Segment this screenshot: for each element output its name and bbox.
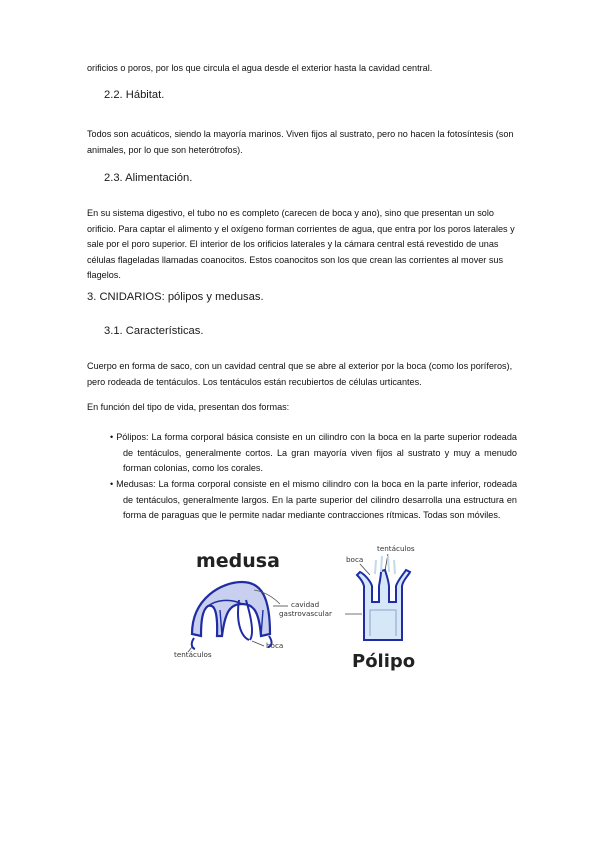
heading-alimentacion: 2.3. Alimentación. [104,172,193,184]
label-tentaculos-left: tentáculos [174,650,212,659]
leader-boca-left [252,641,264,646]
polipo-title: Pólipo [352,651,416,672]
bullet-polipos-text: Pólipos: La forma corporal básica consiste en un cilindro con la boca en la parte superior rodeada de tentáculos, generalmente cortos. La gran mayoría viven fijos al sustrato y muy a menudo forman colonias, como los corales. [116,432,517,474]
label-cavidad: cavidad [291,600,320,609]
heading-caracteristicas: 3.1. Características. [104,325,204,337]
bullet-medusas-text: Medusas: La forma corporal consiste en el mismo cilindro con la boca en la parte inferior, rodeada de tentáculos, generalmente largos. En la parte superior del cilindro desarrolla una estructura en forma de paraguas que le permite nadar mediante contracciones rítmicas. Todas son móviles. [116,479,518,521]
medusa-illustration [192,582,280,649]
label-boca-left: boca [266,641,284,650]
polipo-illustration [357,556,410,640]
bullet-medusas [102,477,517,524]
bullet-symbol: • [110,479,114,489]
label-tentaculos-right: tentáculos [377,544,415,553]
text-caracteristicas-2: En función del tipo de vida, presentan dos formas: [87,402,290,412]
intro-line: orificios o poros, por los que circula el agua desde el exterior hasta la cavidad central. [87,63,433,73]
text-caracteristicas-1: Cuerpo en forma de saco, con un cavidad central que se abre al exterior por la boca (como los poríferos), pero rodeada de tentáculos. Los tentáculos están recubiertos de células urticantes. [87,361,513,387]
heading-habitat: 2.2. Hábitat. [104,89,165,101]
cnidaria-figure [170,540,430,675]
label-boca-right: boca [346,555,364,564]
heading-cnidarios: 3. CNIDARIOS: pólipos y medusas. [87,291,264,303]
label-gastrovascular: gastrovascular [279,609,332,618]
bullet-symbol: • [110,432,114,442]
text-habitat: Todos son acuáticos, siendo la mayoría marinos. Viven fijos al sustrato, pero no hacen la fotosíntesis (son animales, por lo que son heterótrofos). [87,129,514,155]
text-alimentacion: En su sistema digestivo, el tubo no es completo (carecen de boca y ano), sino que presentan un solo orificio. Para captar el alimento y el oxígeno forman corrientes de agua, que entra por los poros laterales y sale por el poro superior. El interior de los orificios laterales y la cámara central está revestido de unas células flageladas llamadas coanocitos. Estos coanocitos son los que crean las corrientes al mover sus flagelos. [87,208,515,281]
bullet-polipos [102,430,517,477]
medusa-title: medusa [196,550,280,572]
